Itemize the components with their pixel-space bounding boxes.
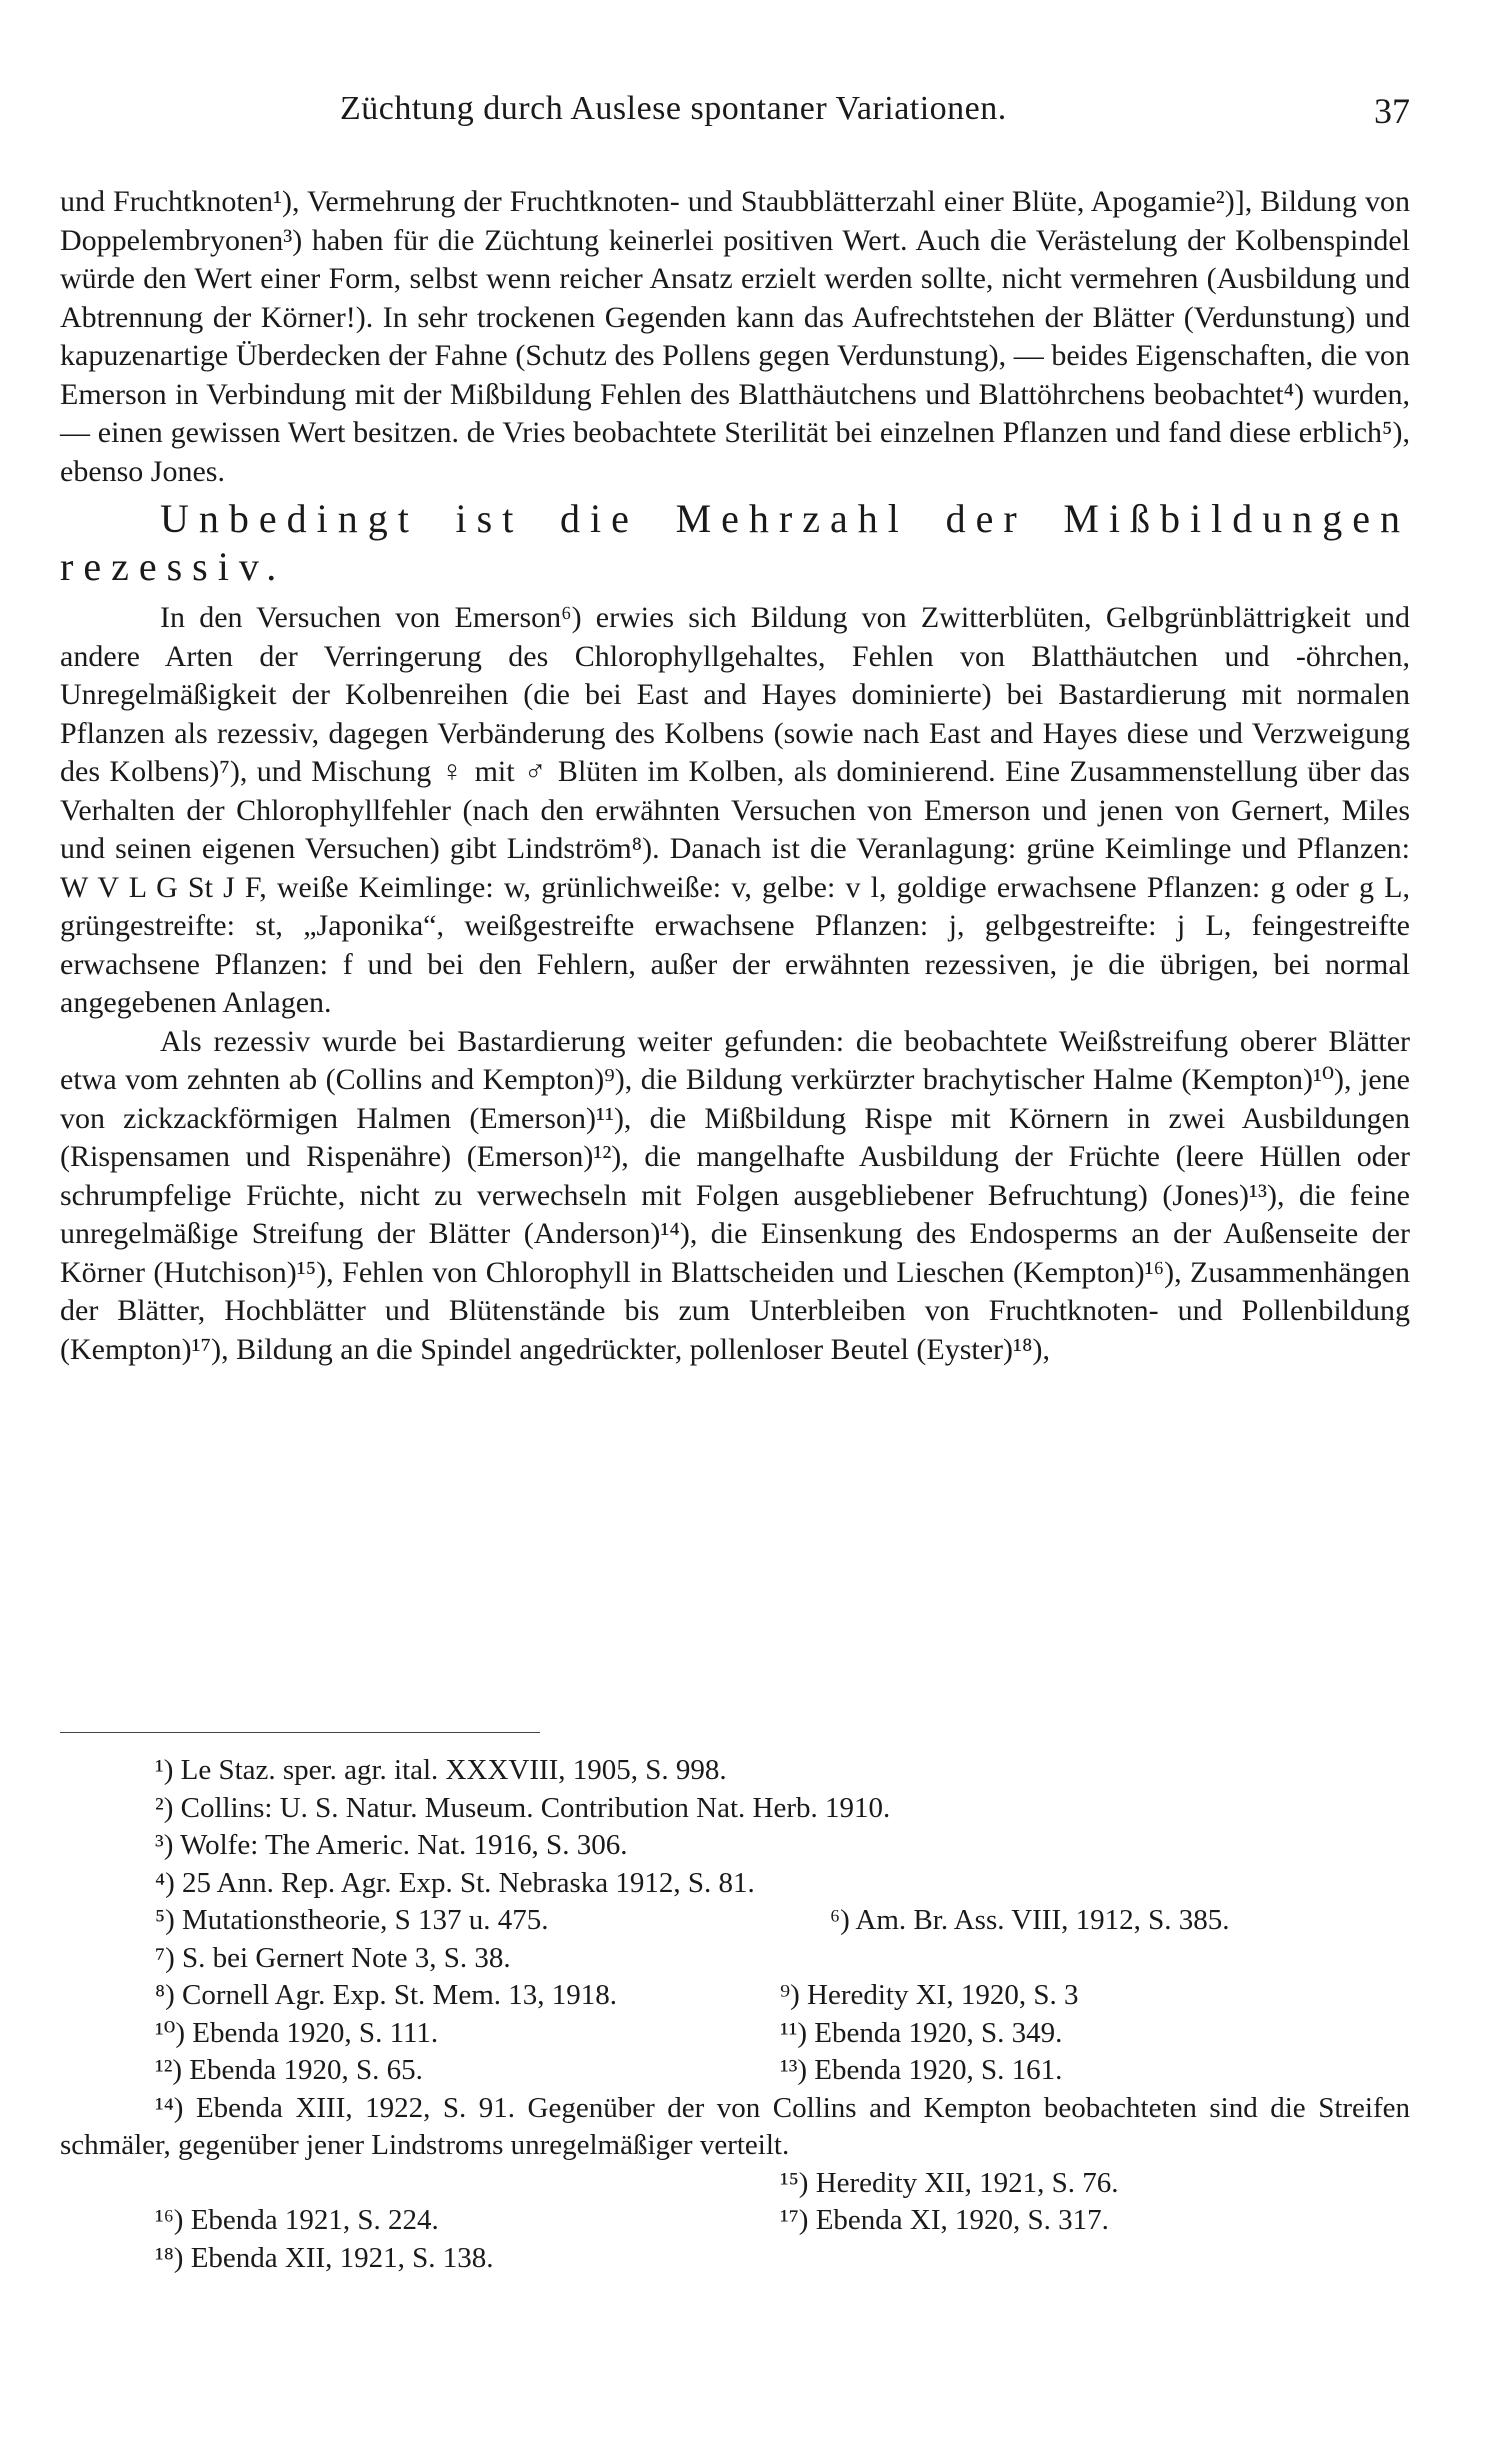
section-heading: Unbedingt ist die Mehrzahl der Mißbildungen rezessiv. <box>60 496 1410 589</box>
footnotes <box>60 1752 1410 2277</box>
page-header <box>60 90 1410 140</box>
footnote-divider <box>60 1732 540 1733</box>
body-text <box>60 183 1410 1369</box>
footnote-4: ⁴) 25 Ann. Rep. Agr. Exp. St. Nebraska 1912, S. 81. <box>155 1866 755 1899</box>
footnote-15: ¹⁵) Heredity XII, 1921, S. 76. <box>780 2166 1119 2199</box>
footnote-17: ¹⁷) Ebenda XI, 1920, S. 317. <box>780 2204 1109 2236</box>
footnote-16: ¹⁶) Ebenda 1921, S. 224. <box>155 2204 439 2236</box>
running-title: Züchtung durch Auslese spontaner Variationen. <box>340 90 1007 127</box>
footnote-14: ¹⁴) Ebenda XIII, 1922, S. 91. Gegenüber der von Collins and Kempton beobachteten sind die Streifen schmäler, gegenüber jener Lindstroms unregelmäßiger verteilt. <box>60 2091 1410 2161</box>
footnote-9: ⁹) Heredity XI, 1920, S. 3 <box>780 1979 1079 2011</box>
paragraph: Als rezessiv wurde bei Bastardierung weiter gefunden: die beobachtete Weißstreifung oberer Blätter etwa vom zehnten ab (Collins and Kempton)⁹), die Bildung verkürzter brachytischer Halme (Kempton)¹⁰), jene von zickzackförmigen Halmen (Emerson)¹¹), die Mißbildung Rispe mit Körnern in zwei Ausbildungen (Rispensamen und Rispenähre) (Emerson)¹²), die mangelhafte Ausbildung der Früchte (leere Hüllen oder schrumpfelige Früchte, nicht zu verwechseln mit Folgen ausgebliebener Befruchtung) (Jones)¹³), die feine unregelmäßige Streifung der Blätter (Anderson)¹⁴), die Einsenkung des Endosperms an der Außenseite der Körner (Hutchison)¹⁵), Fehlen von Chlorophyll in Blattscheiden und Lieschen (Kempton)¹⁶), Zusammenhängen der Blätter, Hochblätter und Blütenstände bis zum Unterbleiben von Fruchtknoten- und Pollenbildung (Kempton)¹⁷), Bildung an die Spindel angedrückter, pollenloser Beutel (Eyster)¹⁸), <box>60 1024 1410 1366</box>
footnote-7: ⁷) S. bei Gernert Note 3, S. 38. <box>155 1941 511 1974</box>
footnote-6: ⁶) Am. Br. Ass. VIII, 1912, S. 385. <box>830 1904 1230 1936</box>
footnote-18: ¹⁸) Ebenda XII, 1921, S. 138. <box>155 2241 494 2274</box>
footnote-12: ¹²) Ebenda 1920, S. 65. <box>155 2054 423 2086</box>
footnote-3: ³) Wolfe: The Americ. Nat. 1916, S. 306. <box>155 1829 628 1861</box>
footnote-11: ¹¹) Ebenda 1920, S. 349. <box>780 2016 1063 2049</box>
footnote-8: ⁸) Cornell Agr. Exp. St. Mem. 13, 1918. <box>155 1979 618 2011</box>
footnote-5: ⁵) Mutationstheorie, S 137 u. 475. <box>155 1904 549 1936</box>
footnote-10: ¹⁰) Ebenda 1920, S. 111. <box>155 2016 439 2049</box>
footnote-13: ¹³) Ebenda 1920, S. 161. <box>780 2054 1063 2086</box>
paragraph: In den Versuchen von Emerson⁶) erwies sich Bildung von Zwitterblüten, Gelbgrünblättrigkeit und andere Arten der Verringerung des Chlorophyllgehaltes, Fehlen von Blatthäutchen und -öhrchen, Unregelmäßigkeit der Kolbenreihen (die bei East and Hayes dominierte) bei Bastardierung mit normalen Pflanzen als rezessiv, dagegen Verbänderung des Kolbens (sowie nach East and Hayes diese und Verzweigung des Kolbens)⁷), und Mischung ♀ mit ♂ Blüten im Kolben, als dominierend. Eine Zusammenstellung über das Verhalten der Chlorophyllfehler (nach den erwähnten Versuchen von Emerson und jenen von Gernert, Miles und seinen eigenen Versuchen) gibt Lindström⁸). Danach ist die Veranlagung: grüne Keimlinge und Pflanzen: W V L G St J F, weiße Keimlinge: w, grünlichweiße: v, gelbe: v l, goldige erwachsene Pflanzen: g oder g L, grüngestreifte: st, „Japonika“, weißgestreifte erwachsene Pflanzen: j, gelbgestreifte: j L, feingestreifte erwachsene Pflanzen: f und bei den Fehlern, außer der erwähnten rezessiven, je die übrigen, bei normal angegebenen Anlagen. <box>60 601 1410 1019</box>
page-number: 37 <box>1374 91 1410 131</box>
footnote-1: ¹) Le Staz. sper. agr. ital. XXXVIII, 1905, S. 998. <box>155 1754 727 1786</box>
footnote-2: ²) Collins: U. S. Natur. Museum. Contribution Nat. Herb. 1910. <box>155 1791 891 1824</box>
paragraph: und Fruchtknoten¹), Vermehrung der Fruchtknoten- und Staubblätterzahl einer Blüte, Apogamie²)], Bildung von Doppelembryonen³) haben für die Züchtung keinerlei positiven Wert. Auch die Verästelung der Kolbenspindel würde den Wert einer Form, selbst wenn reicher Ansatz erzielt werden sollte, nicht vermehren (Ausbildung und Abtrennung der Körner!). In sehr trockenen Gegenden kann das Aufrechtstehen der Blätter (Verdunstung) und kapuzenartige Überdecken der Fahne (Schutz des Pollens gegen Verdunstung), — beides Eigenschaften, die von Emerson in Verbindung mit der Mißbildung Fehlen des Blatthäutchens und Blattöhrchens beobachtet⁴) wurden, — einen gewissen Wert besitzen. de Vries beobachtete Sterilität bei einzelnen Pflanzen und fand diese erblich⁵), ebenso Jones. <box>60 185 1410 488</box>
